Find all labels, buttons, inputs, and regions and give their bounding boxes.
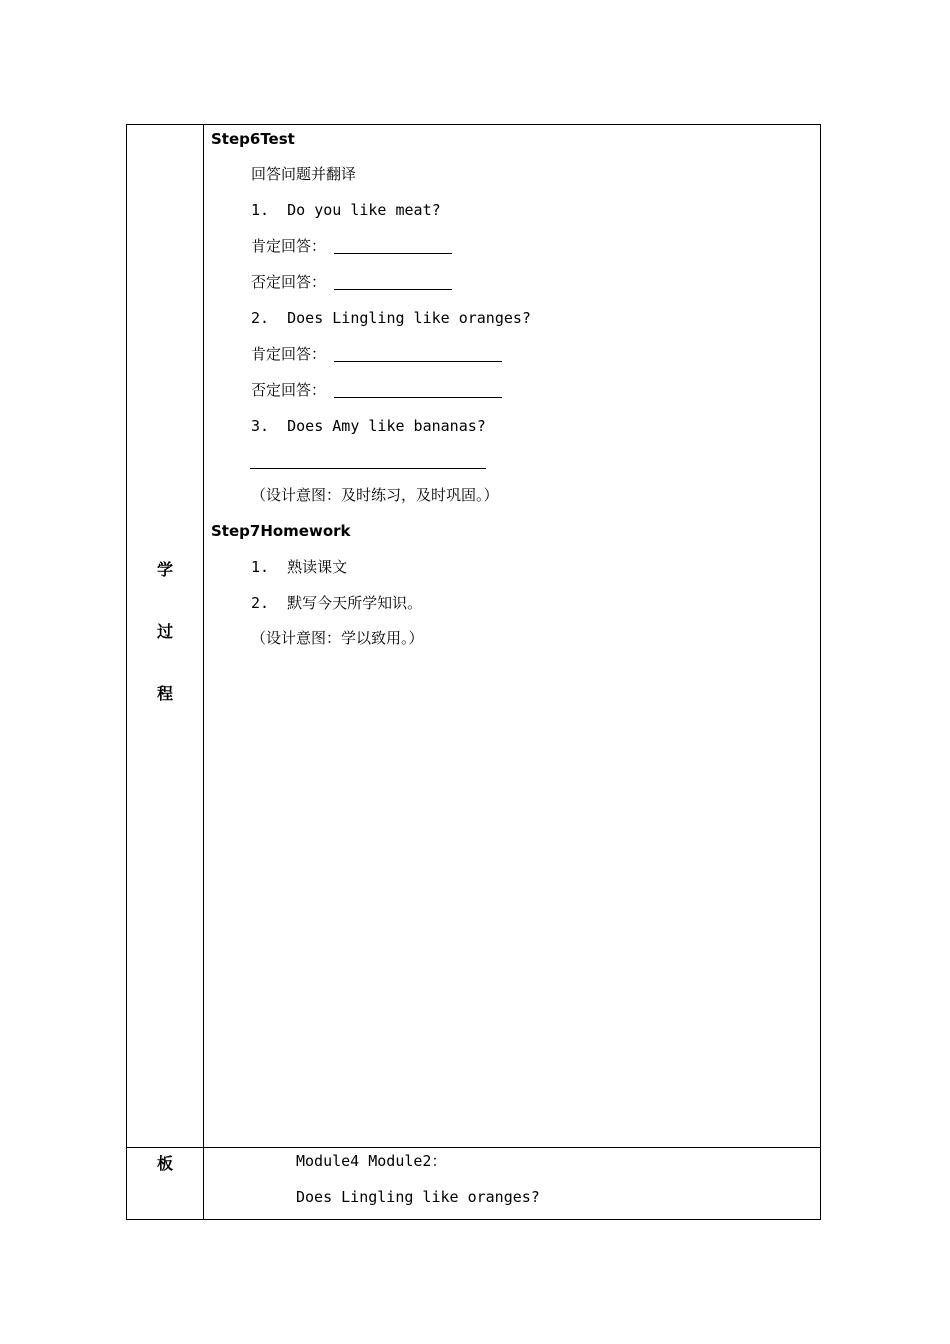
column-divider — [203, 125, 204, 1219]
homework-item-2: 2. 默写今天所学知识。 — [251, 594, 423, 612]
process-label-3: 程 — [157, 684, 174, 703]
homework-item-1: 1. 熟读课文 — [251, 558, 348, 576]
step6-intent: （设计意图：及时练习，及时巩固。） — [251, 486, 499, 504]
q1-negative-blank — [334, 289, 452, 290]
question-2: 2. Does Lingling like oranges? — [251, 309, 531, 327]
step7-intent: （设计意图：学以致用。） — [251, 629, 424, 647]
q1-negative-label: 否定回答： — [251, 273, 327, 291]
step6-instruction: 回答问题并翻译 — [251, 165, 357, 183]
board-label: 板 — [157, 1154, 174, 1173]
row-divider — [127, 1147, 820, 1148]
q1-affirmative-label: 肯定回答： — [251, 237, 327, 255]
question-3: 3. Does Amy like bananas? — [251, 417, 486, 435]
q2-negative-blank — [334, 397, 502, 398]
step6-title: Step6Test — [211, 130, 295, 148]
process-label-1: 学 — [157, 560, 174, 579]
q1-affirmative-blank — [334, 253, 452, 254]
q2-affirmative-blank — [334, 361, 502, 362]
board-line-2: Does Lingling like oranges? — [296, 1188, 540, 1206]
question-1: 1. Do you like meat? — [251, 201, 441, 219]
q3-answer-blank — [250, 468, 486, 469]
lesson-table — [126, 124, 821, 1220]
q2-affirmative-label: 肯定回答： — [251, 345, 327, 363]
board-line-1: Module4 Module2： — [296, 1152, 447, 1170]
process-label-2: 过 — [157, 622, 174, 641]
step7-title: Step7Homework — [211, 522, 351, 540]
q2-negative-label: 否定回答： — [251, 381, 327, 399]
